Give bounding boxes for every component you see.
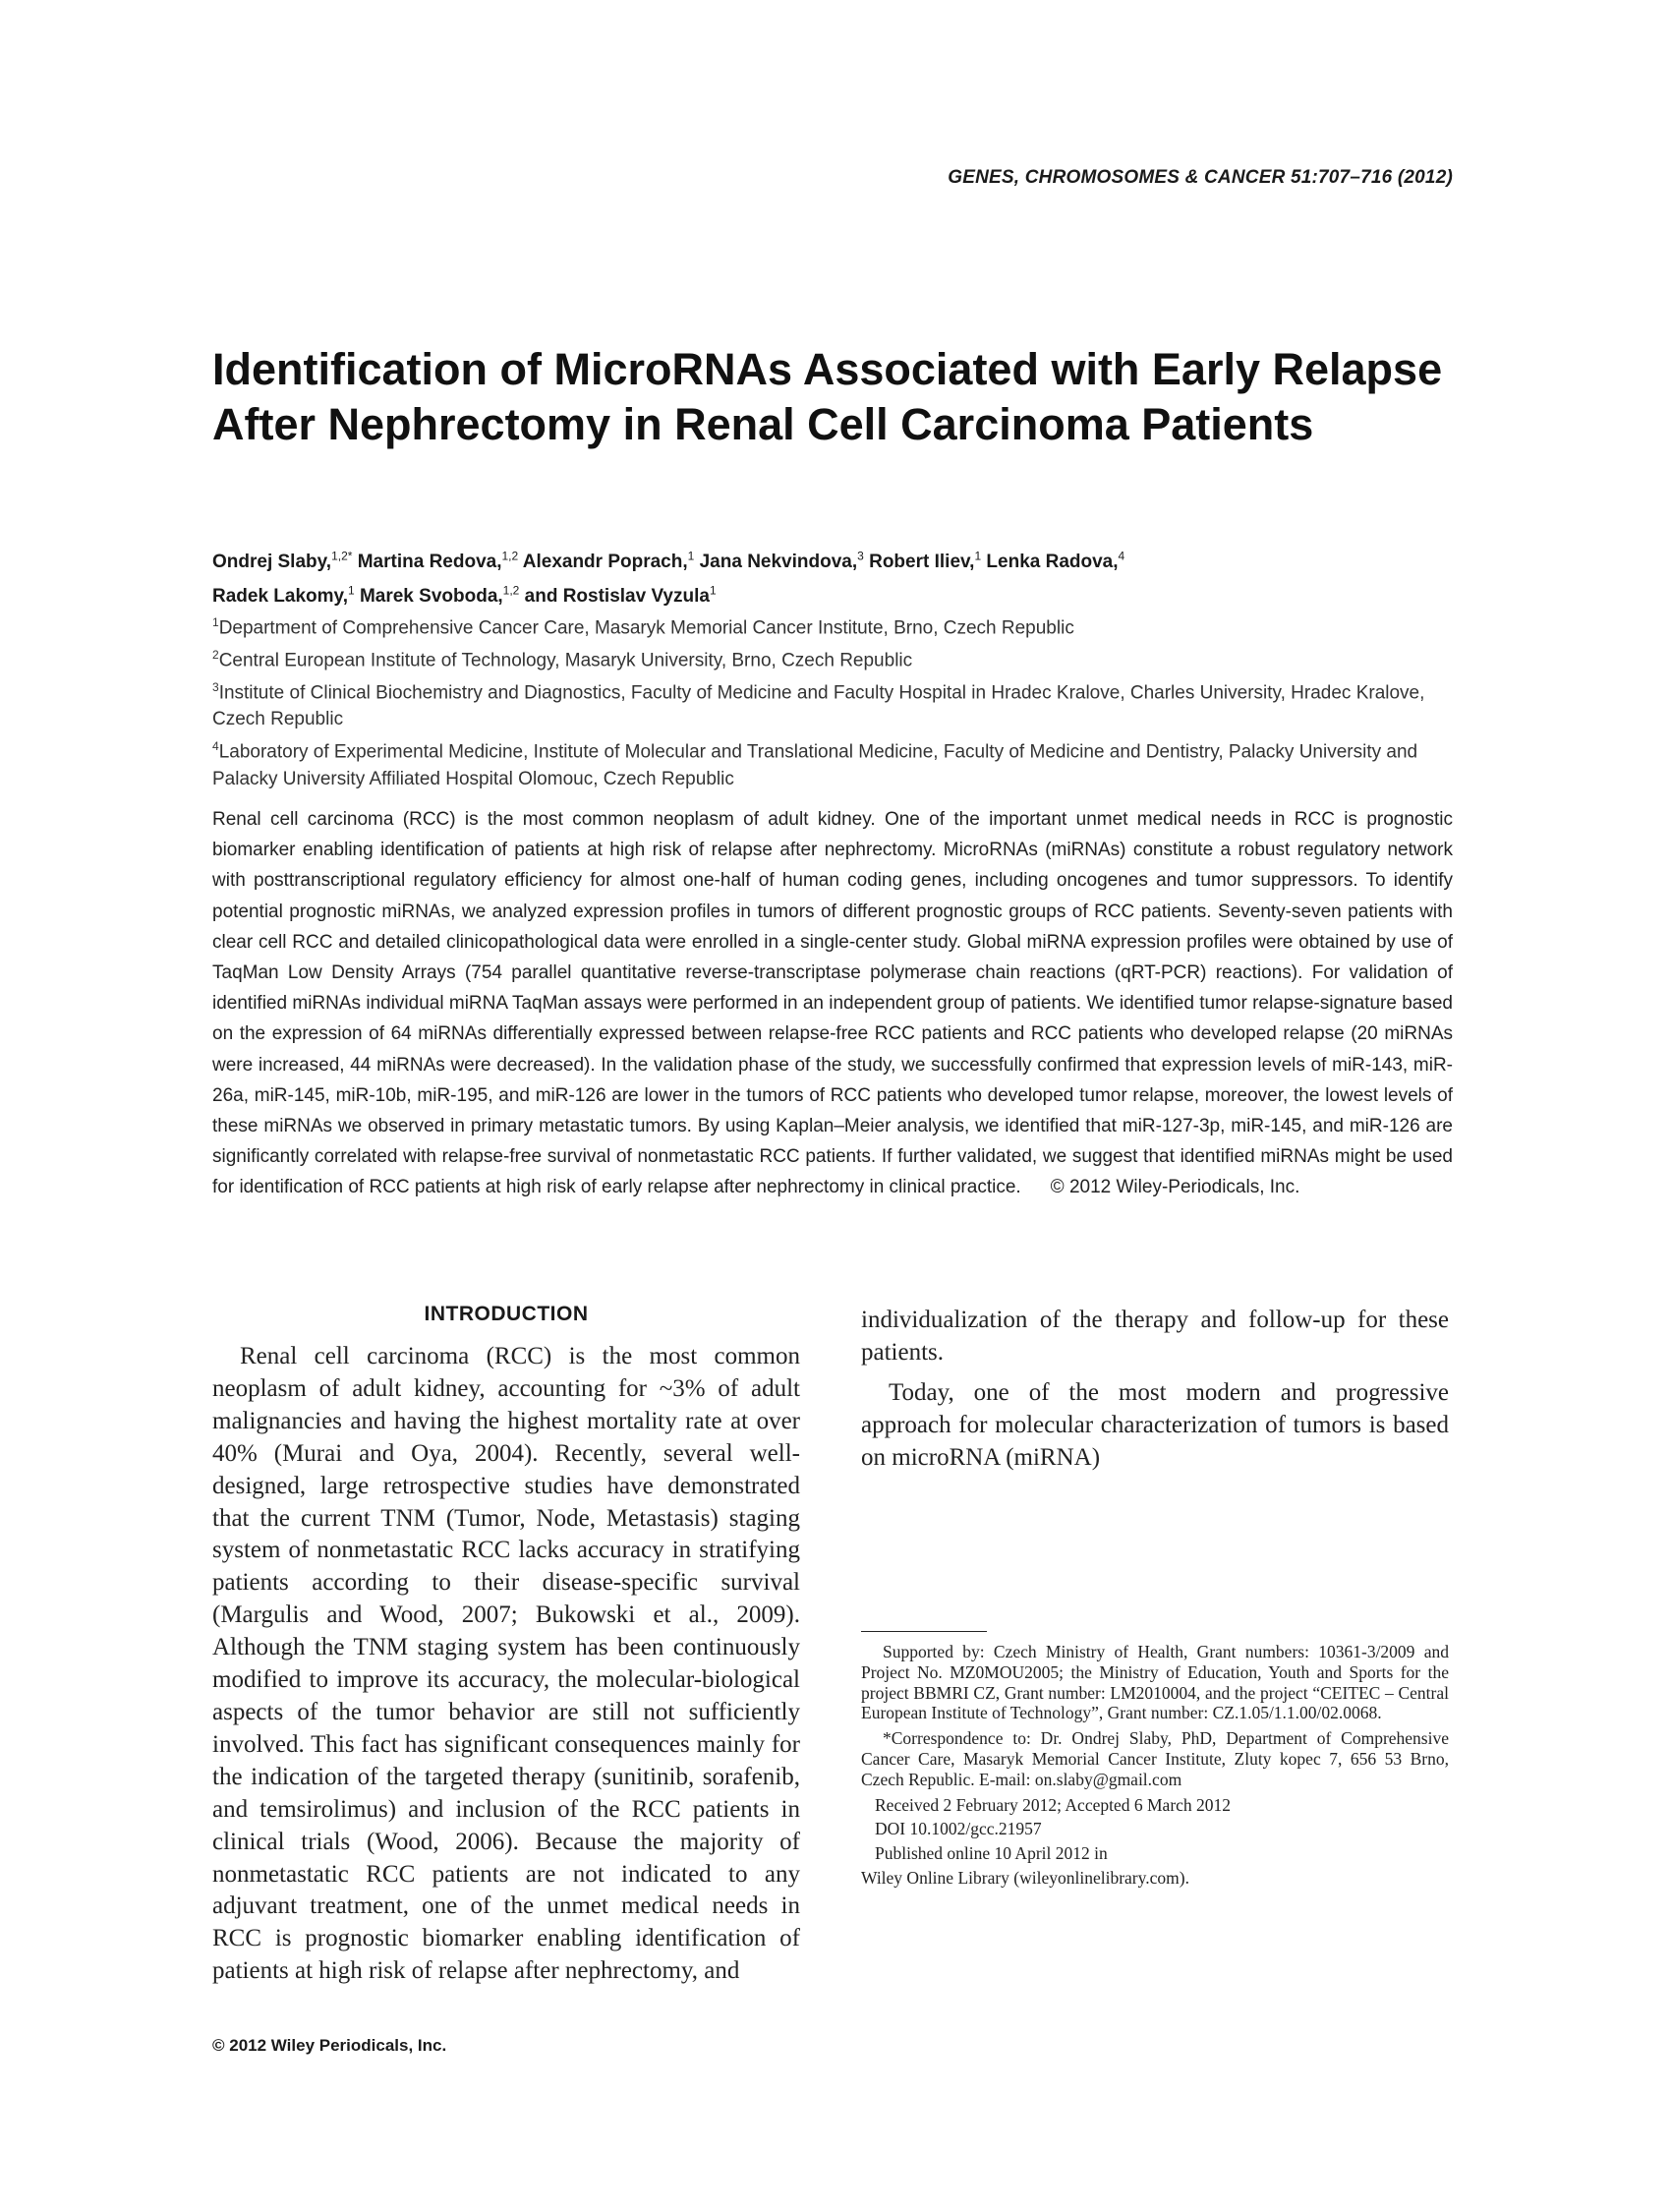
page-footer-copyright: © 2012 Wiley Periodicals, Inc.: [212, 2036, 447, 2055]
abstract-copyright: © 2012 Wiley-Periodicals, Inc.: [1050, 1177, 1300, 1198]
affiliation: $^2$Central European Institute of Technology, Masaryk University, Brno, Czech Republic: [212, 647, 913, 671]
author: Radek Lakomy,$^1$: [212, 583, 355, 607]
affiliation-list: [212, 610, 1461, 792]
intro-paragraph-2: Today, one of the most modern and progressive approach for molecular characterization of tumors is based on microRNA (miRNA): [861, 1378, 1449, 1471]
correspondence-note: *Correspondence to: Dr. Ondrej Slaby, PhD, Department of Comprehensive Cancer Care, Masaryk Memorial Cancer Institute, Zluty kopec 7, 656 53 Brno, Czech Republic. E-mail: on.slaby@gmail.com: [861, 1728, 1449, 1789]
running-head: GENES, CHROMOSOMES & CANCER 51:707–716 (2012): [948, 167, 1453, 188]
author: Ondrej Slaby,$^{1,2*}$: [212, 550, 353, 573]
abstract: [212, 804, 1453, 1203]
intro-paragraph-1-continued: individualization of the therapy and follow-up for these patients.: [861, 1307, 1449, 1366]
author: Robert Iliev,$^1$: [869, 550, 982, 573]
author: and Rostislav Vyzula$^1$: [524, 583, 717, 607]
intro-paragraph-1: Renal cell carcinoma (RCC) is the most common neoplasm of adult kidney, accounting for ~3% of adult malignancies and having the highest mortality rate at over 40% (Murai and Oya, 2004). Recently, several well-designed, large retrospective studies have demonstrated that the current TNM (Tumor, Node, Metastasis) staging system of nonmetastatic RCC lacks accuracy in stratifying patients according to their disease-specific survival (Margulis and Wood, 2007; Bukowski et al., 2009). Although the TNM staging system has been continuously modified to improve its accuracy, the molecular-biological aspects of the tumor behavior are still not sufficiently involved. This fact has significant consequences mainly for the indication of the targeted therapy (sunitinib, sorafenib, and temsirolimus) and inclusion of the RCC patients in clinical trials (Wood, 2006). Because the majority of nonmetastatic RCC patients are not indicated to any adjuvant treatment, one of the unmet medical needs in RCC is prognostic biomarker enabling identification of patients at high risk of relapse after nephrectomy, and: [212, 1343, 800, 1985]
abstract-text: Renal cell carcinoma (RCC) is the most common neoplasm of adult kidney. One of the important unmet medical needs in RCC is prognostic biomarker enabling identification of patients at high risk of relapse after nephrectomy. MicroRNAs (miRNAs) constitute a robust regulatory network with posttranscriptional regulatory efficiency for almost one-half of human coding genes, including oncogenes and tumor suppressors. To identify potential prognostic miRNAs, we analyzed expression profiles in tumors of different prognostic groups of RCC patients. Seventy-seven patients with clear cell RCC and detailed clinicopathological data were enrolled in a single-center study. Global miRNA expression profiles were obtained by use of TaqMan Low Density Arrays (754 parallel quantitative reverse-transcriptase polymerase chain reactions (qRT-PCR) reactions). For validation of identified miRNAs individual miRNA TaqMan assays were performed in an independent group of patients. We identified tumor relapse-signature based on the expression of 64 miRNAs differentially expressed between relapse-free RCC patients and RCC patients who developed relapse (20 miRNAs were increased, 44 miRNAs were decreased). In the validation phase of the study, we successfully confirmed that expression levels of miR-143, miR-26a, miR-145, miR-10b, miR-195, and miR-126 are lower in the tumors of RCC patients who developed tumor relapse, moreover, the lowest levels of these miRNAs we observed in primary metastatic tumors. By using Kaplan–Meier analysis, we identified that miR-127-3p, miR-145, and miR-126 are significantly correlated with relapse-free survival of nonmetastatic RCC patients. If further validated, we suggest that identified miRNAs might be used for identification of RCC patients at high risk of early relapse after nephrectomy in clinical practice.: [212, 809, 1453, 1198]
doi: DOI 10.1002/gcc.21957: [875, 1819, 1042, 1839]
footnotes: [861, 1642, 1449, 1892]
article-title: Identification of MicroRNAs Associated with Early Relapse After Nephrectomy in Renal Cell Carcinoma Patients: [212, 344, 1443, 449]
affiliation: $^3$Institute of Clinical Biochemistry and Diagnostics, Faculty of Medicine and Faculty Hospital in Hradec Kralove, Charles University, Hradec Kralove, Czech Republic: [212, 679, 1425, 730]
footnote-divider: [861, 1631, 987, 1632]
author: Alexandr Poprach,$^1$: [522, 550, 695, 573]
affiliation: $^4$Laboratory of Experimental Medicine, Institute of Molecular and Translational Medicine, Faculty of Medicine and Dentistry, Palacky University and Palacky University Affiliated Hospital Olomouc, Czech Republic: [212, 738, 1418, 789]
section-heading: INTRODUCTION: [424, 1303, 589, 1325]
left-column: [212, 1300, 800, 1988]
author: Marek Svoboda,$^{1,2}$: [359, 583, 520, 607]
author: Lenka Radova,$^4$: [986, 550, 1125, 573]
received-dates: Received 2 February 2012; Accepted 6 March 2012: [875, 1794, 1232, 1815]
affiliation: $^1$Department of Comprehensive Cancer Care, Masaryk Memorial Cancer Institute, Brno, Czech Republic: [212, 615, 1074, 639]
funding-note: Supported by: Czech Ministry of Health, Grant numbers: 10361-3/2009 and Project No. MZ0MOU2005; the Ministry of Education, Youth and Sports for the project BBMRI CZ, Grant number: LM2010004, and the project “CEITEC – Central European Institute of Technology”, Grant number: CZ.1.05/1.1.00/02.0068.: [861, 1642, 1449, 1723]
published-online: Published online 10 April 2012 in: [875, 1843, 1108, 1864]
publisher-library: Wiley Online Library (wileyonlinelibrary.com).: [861, 1867, 1189, 1888]
author: Martina Redova,$^{1,2}$: [357, 550, 519, 573]
author: Jana Nekvindova,$^3$: [699, 550, 864, 573]
author-list: [212, 543, 1461, 611]
right-column: [861, 1305, 1449, 1475]
